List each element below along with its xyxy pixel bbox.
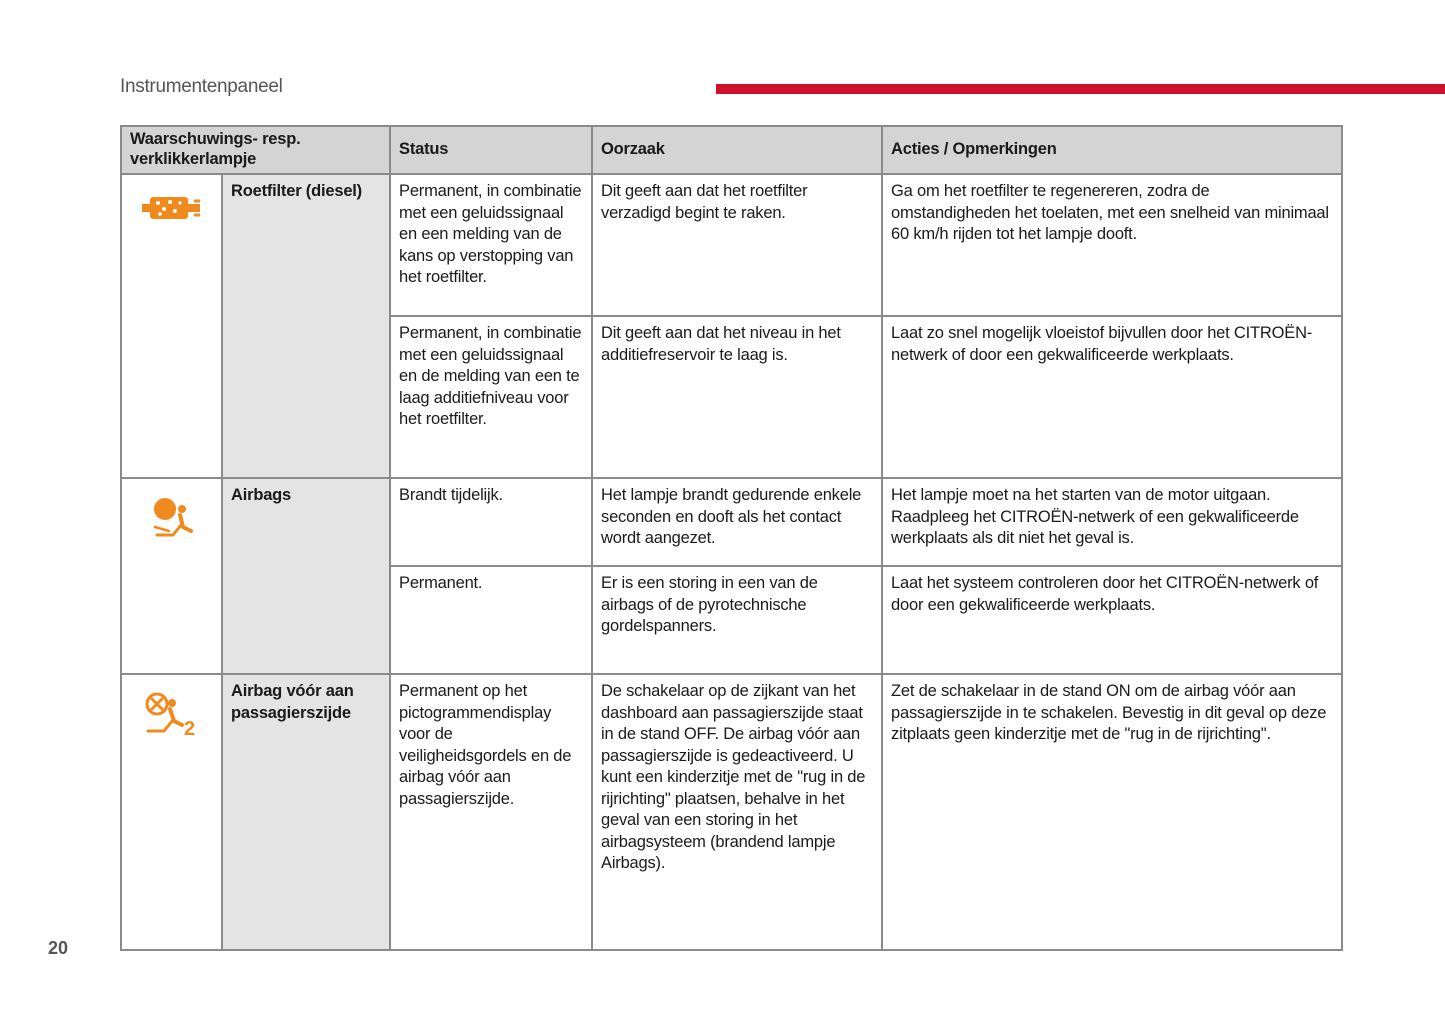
table-row (121, 674, 1342, 950)
airbag-icon (122, 495, 221, 541)
lamp-icon-cell (121, 674, 222, 950)
action-cell: Laat zo snel mogelijk vloeistof bijvullen door het CITROËN-netwerk of door een gekwalificeerde werkplaats. (882, 316, 1342, 478)
warning-lamp-table (120, 125, 1343, 951)
column-header-status: Status (390, 126, 592, 174)
cause-cell: Dit geeft aan dat het niveau in het additiefreservoir te laag is. (592, 316, 882, 478)
cause-cell: Dit geeft aan dat het roetfilter verzadigd begint te raken. (592, 174, 882, 316)
status-cell: Brandt tijdelijk. (390, 478, 592, 566)
page-number: 20 (48, 938, 69, 958)
column-header-action: Acties / Opmerkingen (882, 126, 1342, 174)
lamp-name: Roetfilter (diesel) (222, 174, 390, 478)
cause-cell: Er is een storing in een van de airbags of de pyrotechnische gordelspanners. (592, 566, 882, 674)
lamp-icon-cell (121, 174, 222, 478)
lamp-name: Airbag vóór aan passagierszijde (222, 674, 390, 950)
action-cell: Laat het systeem controleren door het CITROËN-netwerk of door een gekwalificeerde werkplaats. (882, 566, 1342, 674)
status-cell: Permanent, in combinatie met een geluidssignaal en een melding van de kans op verstopping van het roetfilter. (390, 174, 592, 316)
action-cell: Ga om het roetfilter te regenereren, zodra de omstandigheden het toelaten, met een snelheid van minimaal 60 km/h rijden tot het lampje dooft. (882, 174, 1342, 316)
soot-filter-icon (122, 191, 221, 225)
column-header-cause: Oorzaak (592, 126, 882, 174)
column-header-lamp: Waarschuwings- resp. verklikkerlampje (121, 126, 390, 174)
status-cell: Permanent op het pictogrammendisplay voor de veiligheidsgordels en de airbag vóór aan passagierszijde. (390, 674, 592, 950)
status-cell: Permanent, in combinatie met een geluidssignaal en de melding van een te laag additiefniveau voor het roetfilter. (390, 316, 592, 478)
table-row (121, 478, 1342, 566)
lamp-name: Airbags (222, 478, 390, 674)
action-cell: Zet de schakelaar in de stand ON om de airbag vóór aan passagierszijde in te schakelen. Bevestig in dit geval op deze zitplaats geen kinderzitje met de "rug in de rijrichting". (882, 674, 1342, 950)
status-cell: Permanent. (390, 566, 592, 674)
passenger-airbag-off-icon (122, 691, 221, 739)
table-row (121, 174, 1342, 316)
cause-cell: De schakelaar op de zijkant van het dashboard aan passagierszijde staat in de stand OFF. De airbag vóór aan passagierszijde is gedeactiveerd. U kunt een kinderzitje met de "rug in de rijrichting" plaatsen, behalve in het geval van een storing in het airbagsysteem (brandend lampje Airbags). (592, 674, 882, 950)
lamp-icon-cell (121, 478, 222, 674)
cause-cell: Het lampje brandt gedurende enkele seconden en dooft als het contact wordt aangezet. (592, 478, 882, 566)
section-title: Instrumentenpaneel (120, 76, 283, 97)
accent-bar (716, 84, 1445, 94)
action-cell: Het lampje moet na het starten van de motor uitgaan. Raadpleeg het CITROËN-netwerk of een gekwalificeerde werkplaats als dit niet het geval is. (882, 478, 1342, 566)
svg-text:2: 2 (183, 718, 195, 739)
